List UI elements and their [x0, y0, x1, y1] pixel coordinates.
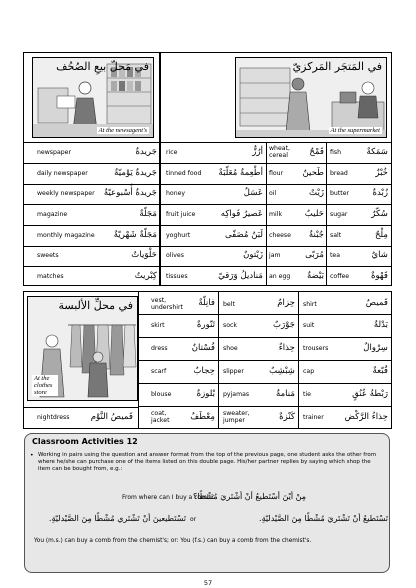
- vocab-ar: جُبْنةٌ: [308, 230, 324, 240]
- vocab-en: tie: [303, 391, 311, 398]
- vocab-en: sugar: [330, 211, 348, 218]
- supermarket-caption: At the supermarket: [330, 127, 380, 134]
- vocab-en: vest, undershirt: [151, 297, 183, 311]
- vocab-ar: شايٌ: [371, 250, 388, 260]
- clothes-title: في محلِّ الألبسة: [58, 299, 133, 312]
- vocab-en: daily newspaper: [37, 170, 88, 177]
- vocab-ar: قَميصٌ: [365, 298, 388, 308]
- vocab-en: flour: [269, 170, 284, 177]
- vocab-ar: حِذاءُ الرَّكْض: [344, 412, 388, 422]
- vocab-en: cheese: [269, 232, 291, 239]
- vocab-en: tinned food: [166, 170, 202, 177]
- vocab-en: shoe: [223, 345, 238, 352]
- vocab-ar: مَجَلّةٌ: [139, 209, 157, 219]
- vocab-ar: فُسْتانٌ: [191, 343, 215, 353]
- example-question-ar: مِنْ أيْنَ أسْتَطيعُ أنْ أشْتَريَ مُشْطًا؟: [193, 492, 306, 501]
- vocab-en: an egg: [269, 273, 291, 280]
- example-question-en: From where can I buy a comb?: [122, 494, 214, 501]
- divider: [161, 246, 391, 247]
- newsagent-illustration: [32, 57, 154, 138]
- example-answer-ar-male: تَسْتَطيعُ أنْ تَشْتَريَ مُشْطًا مِنَ الصَّيْدليّةِ.: [259, 514, 388, 523]
- vocab-ar: شِبْشِبٌ: [269, 366, 295, 376]
- vocab-ar: عَسَلٌ: [243, 188, 263, 198]
- vocab-ar: حِجابٌ: [193, 366, 215, 376]
- bullet-icon: •: [30, 452, 34, 459]
- vocab-ar: جَريدةٌ أُسْبوعيّةٌ: [103, 188, 157, 198]
- newsagent-caption: At the newsagent's: [98, 127, 147, 134]
- page-number: 57: [203, 579, 213, 587]
- vocab-ar: بْلوزةٌ: [196, 389, 215, 399]
- vocab-ar: مَنامةٌ: [275, 389, 295, 399]
- vocab-en: fish: [330, 149, 342, 156]
- or-label: or: [190, 516, 197, 523]
- vocab-ar: رَبْطةُ عُنُقٍ: [352, 389, 388, 399]
- vocab-en: magazine: [37, 211, 68, 218]
- vocab-en: honey: [166, 190, 186, 197]
- vocab-en: yoghurt: [166, 232, 191, 239]
- vocab-ar: تَنّورةٌ: [196, 320, 215, 330]
- vocab-ar: كَنْزةٌ: [279, 412, 295, 422]
- vocab-en: sock: [223, 322, 237, 329]
- vocab-ar: مِعْطَفٌ: [190, 412, 215, 422]
- divider: [139, 337, 391, 338]
- vocab-en: tea: [330, 252, 341, 259]
- divider: [139, 360, 391, 361]
- vocab-ar: حَلْوَياتٌ: [131, 250, 157, 260]
- vocab-en: pyjamas: [223, 391, 250, 398]
- vocab-en: bread: [330, 170, 348, 177]
- vocab-ar: قَمْحٌ: [309, 147, 324, 157]
- activities-instructions: Working in pairs using the question and answer format from the top of the previous page, one student asks the other from where he/she can purchase one of the items listed on this double page. His/her partner replies by saying which shop the item can be bought from, e.g.:: [38, 452, 377, 472]
- vocab-en: matches: [37, 273, 64, 280]
- vocab-ar: طَحينٌ: [302, 168, 324, 178]
- vocab-ar: أرُزٌّ: [252, 147, 263, 157]
- vocab-ar: مَناديلُ وَرَقيّ: [218, 271, 263, 281]
- divider: [161, 142, 391, 143]
- divider: [161, 225, 391, 226]
- vocab-ar: جَوْرَبٌ: [273, 320, 295, 330]
- example-answer-en: You (m.s.) can buy a comb from the chemist's; or: You (f.s.) can buy a comb from the chemist's.: [34, 538, 312, 544]
- divider: [161, 204, 391, 205]
- vocab-en: dress: [151, 345, 168, 352]
- vocab-ar: قُبّعةٌ: [372, 366, 388, 376]
- vocab-ar: مُرَبّى: [305, 250, 324, 260]
- divider: [139, 406, 391, 407]
- divider: [139, 383, 391, 384]
- vocab-ar: سَمَكةٌ: [366, 147, 388, 157]
- vocab-en: sweets: [37, 252, 59, 259]
- column-divider: [266, 142, 267, 285]
- vocab-ar: مِلْحٌ: [375, 230, 388, 240]
- vocab-ar: حِذاءٌ: [278, 343, 295, 353]
- vocab-en: oil: [269, 190, 277, 197]
- vocab-ar: فانِلّةٌ: [198, 298, 215, 308]
- vocab-ar: بَيْضةٌ: [306, 271, 324, 281]
- vocab-ar: سُكّرٌ: [371, 209, 388, 219]
- vocab-en: fruit juice: [166, 211, 196, 218]
- clothes-illustration: [27, 296, 138, 401]
- vocab-ar: أطْعِمةٌ مُعَلّبَةٌ: [218, 168, 263, 178]
- divider: [139, 314, 391, 315]
- divider: [24, 184, 159, 185]
- vocab-en: monthly magazine: [37, 232, 95, 239]
- vocab-ar: كِبْريتٌ: [134, 271, 157, 281]
- vocab-en: scarf: [151, 368, 167, 375]
- vocab-ar: زَيْتٌ: [309, 188, 324, 198]
- vocab-en: nightdress: [37, 414, 70, 421]
- divider: [161, 163, 391, 164]
- vocab-ar: لَبَنٌ مُصَفّى: [224, 230, 263, 240]
- divider: [24, 142, 159, 143]
- divider: [24, 407, 138, 408]
- vocab-en: coat, jacket: [151, 410, 170, 424]
- vocab-ar: حَليبٌ: [304, 209, 324, 219]
- activities-title: Classroom Activities 12: [32, 437, 138, 446]
- vocab-en: milk: [269, 211, 283, 218]
- vocab-en: skirt: [151, 322, 165, 329]
- vocab-en: tissues: [166, 273, 188, 280]
- divider: [24, 163, 159, 164]
- vocab-ar: زُبْدةٌ: [372, 188, 388, 198]
- vocab-ar: عَصيرُ فَواكِه: [220, 209, 263, 219]
- vocab-en: newspaper: [37, 149, 72, 156]
- vocab-en: trousers: [303, 345, 329, 352]
- vocab-en: belt: [223, 301, 235, 308]
- vocab-ar: جَريدةٌ يَوْميّةٌ: [114, 168, 157, 178]
- vocab-en: blouse: [151, 391, 172, 398]
- vocab-en: shirt: [303, 301, 317, 308]
- vocab-ar: مَجَلّةٌ شَهْريّةٌ: [113, 230, 157, 240]
- vocab-en: butter: [330, 190, 350, 197]
- vocab-ar: قَهْوةٌ: [370, 271, 388, 281]
- vocab-en: sweater, jumper: [223, 410, 250, 424]
- example-answer-ar-female: تَسْتَطيعينَ أنْ تَشْتَري مُشْطًا مِنَ الصَّيْدليّةِ.: [48, 514, 186, 523]
- supermarket-title: في المَتجَر المَركزيّ: [292, 60, 382, 73]
- supermarket-illustration: [235, 57, 387, 138]
- vocab-en: olives: [166, 252, 184, 259]
- vocab-en: cap: [303, 368, 315, 375]
- vocab-ar: زَيْتونٌ: [243, 250, 263, 260]
- clothes-caption: At the clothes store: [32, 375, 58, 396]
- divider: [24, 266, 159, 267]
- vocab-en: rice: [166, 149, 178, 156]
- vocab-ar: خُبْزٌ: [375, 168, 388, 178]
- vocab-en: suit: [303, 322, 315, 329]
- vocab-en: jam: [269, 252, 281, 259]
- vocab-ar: حِزامٌ: [277, 298, 295, 308]
- divider: [161, 184, 391, 185]
- vocab-en: wheat, cereal: [269, 145, 290, 159]
- newsagent-title: في مَحلّ بيعِ الصُحُف: [56, 60, 149, 73]
- vocab-ar: جَريدةٌ: [135, 147, 157, 157]
- vocab-ar: بَدْلةٌ: [373, 320, 388, 330]
- divider: [24, 246, 159, 247]
- divider: [24, 204, 159, 205]
- vocab-en: trainer: [303, 414, 324, 421]
- column-divider: [326, 142, 327, 285]
- divider: [161, 266, 391, 267]
- vocab-en: weekly newspaper: [37, 190, 95, 197]
- vocab-ar: قَميصُ النَّوْم: [90, 412, 133, 422]
- vocab-en: slipper: [223, 368, 244, 375]
- vocab-ar: سِرْوالٌ: [363, 343, 388, 353]
- vocab-en: coffee: [330, 273, 350, 280]
- vocab-en: salt: [330, 232, 342, 239]
- divider: [24, 225, 159, 226]
